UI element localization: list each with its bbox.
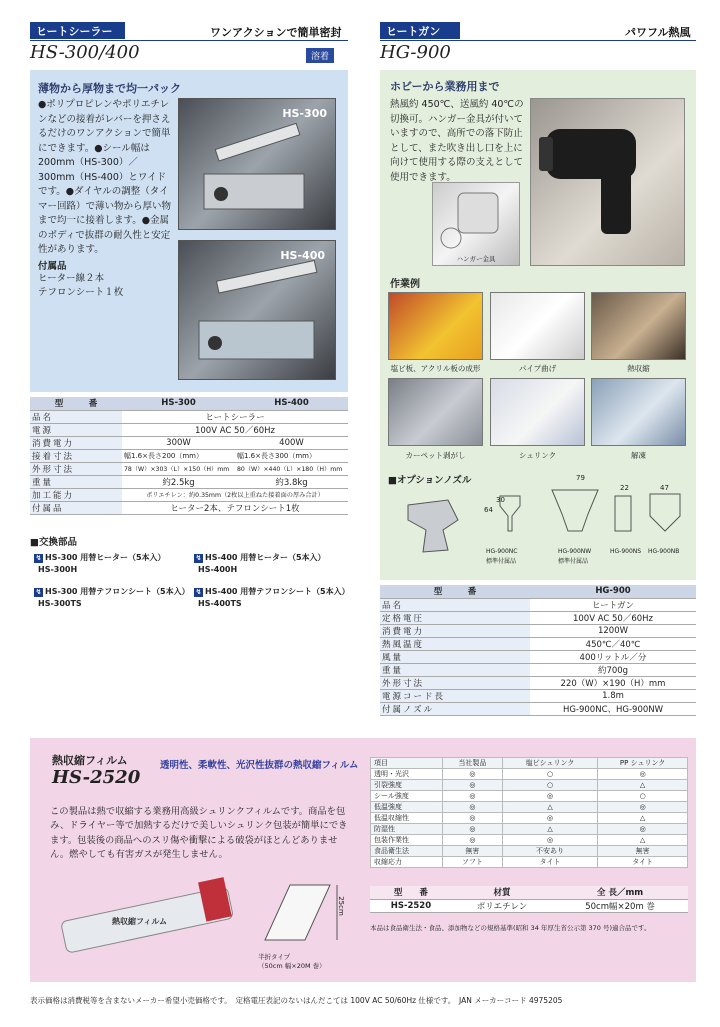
table-row [30,423,348,436]
row-value: HS-2520 [370,899,452,912]
example-caption: カーペット剥がし [405,451,466,460]
table-row [380,611,696,624]
row-label: 定格電圧 [380,611,530,624]
film-roll-photo [42,870,242,970]
table-header-cell: HS-400 [235,397,348,410]
film-note: 本品は食品衛生法・食品、添加物などの規格基準(昭和 34 年厚生省公示第 370 号)適合品です。 [370,924,651,932]
gun-subtitle: ホビーから業務用まで [390,80,500,93]
dim-label: 22 [620,484,629,492]
row-value: 幅1.6×長さ300（mm） [235,449,348,462]
fold-caption-1: 半折タイプ [258,953,291,961]
hanger-photo [432,182,520,266]
dim-label: 79 [576,474,585,482]
table-row [371,824,688,835]
part-icon: ↯ [195,554,202,562]
table-row [30,436,348,449]
fold-caption [258,953,326,971]
row-value: 78（W）×303（L）×150（H）mm [122,462,235,475]
part-code: HS-400TS [198,599,242,608]
row-label: 電源 [30,423,122,436]
row-label: 品名 [380,598,530,611]
row-value: 450℃／40℃ [530,637,696,650]
table-row [30,488,348,501]
table-row [380,663,696,676]
cell: ◎ [598,824,688,835]
table-row [380,650,696,663]
example-photo [388,292,483,360]
nozzle-photo [398,490,468,565]
part-name: HS-400 用替テフロンシート（5本入） [205,587,350,596]
table-row [380,676,696,689]
heat-sealer-large-image [179,241,337,381]
table-row [30,462,348,475]
hanger-image [433,183,521,253]
hs300-label: HS-300 [282,107,327,120]
row-label: 消費電力 [30,436,122,449]
row-value: 50cm幅×20m 巻 [552,899,688,912]
cell: ◎ [442,802,502,813]
film-description: この製品は熱で収縮する業務用高級シュリンクフィルムです。商品を包み、ドライヤー等で加熱するだけで美しいシュリンク包装が簡単にできます。包装後の商品へのスリ傷や衝撃による破袋がほとんどありません。燃やしても有害ガスが発生しません。 [50,806,348,860]
row-value: 100V AC 50／60Hz [122,423,348,436]
cell: ◎ [442,824,502,835]
nozzle-diagram [480,476,690,546]
example-caption: 熱収縮 [627,364,650,373]
row-value: 約700g [530,663,696,676]
cell: ◎ [502,813,597,824]
cell: △ [598,780,688,791]
nozzle-image [398,490,468,565]
example-caption: 解凍 [631,451,646,460]
cell: ◎ [442,769,502,780]
nozzle-title: ■オプションノズル [388,475,472,486]
dim-label: 30 [496,496,505,504]
part-code: HS-300TS [38,599,82,608]
accessory-title: 付属品 [38,261,67,272]
table-header-cell: 項目 [371,758,443,769]
row-value: 80（W）×440（L）×180（H）mm [235,462,348,475]
row-label: 風量 [380,650,530,663]
cell: 無害 [598,846,688,857]
row-value: 100V AC 50／60Hz [530,611,696,624]
table-header-cell: 型 番 [30,397,122,410]
row-label: 熱風温度 [380,637,530,650]
row-value: ポリエチレン [452,899,552,912]
row-value: 400W [235,436,348,449]
table-header-cell: 材質 [452,886,552,899]
table-header-cell: PP シュリンク [598,758,688,769]
hs400-photo [178,240,336,380]
sealer-model: HS-300/400 [30,42,140,63]
comparison-table [370,757,688,868]
table-row [380,637,696,650]
sealer-tag: ヒートシーラー [30,22,125,39]
row-value: ヒートガン [530,598,696,611]
film-catch: 透明性、柔軟性、光沢性抜群の熱収縮フィルム [160,760,359,771]
table-row [371,791,688,802]
sealer-spec-table [30,397,348,515]
nozzle-code: HG-900NB [648,548,680,555]
cell: △ [502,824,597,835]
part-icon: ↯ [35,554,42,562]
row-value: ポリエチレン：約0.35mm（2枚以上重ねた接着面の厚み合計） [122,488,348,501]
film-size-label: 25cm [336,896,345,916]
cell: タイト [598,857,688,868]
sealer-badge: 溶着 [306,48,334,63]
cell: △ [598,813,688,824]
cell: △ [502,802,597,813]
row-label: 品名 [30,410,122,423]
part-item [34,586,190,597]
dim-label: 47 [660,484,669,492]
row-label: 外形寸法 [380,676,530,689]
dim-label: 64 [484,506,493,514]
cell: 引裂強度 [371,780,443,791]
gun-tag: ヒートガン [380,22,460,39]
table-row [370,899,688,912]
gun-model: HG-900 [380,42,451,63]
part-item [34,552,166,563]
part-item [194,586,350,597]
film-roll-label: 熱収縮フィルム [112,917,168,926]
cell: ○ [502,780,597,791]
table-row [380,702,696,715]
row-value: 約2.5kg [122,475,235,488]
table-row [371,802,688,813]
gun-spec-table [380,585,696,716]
fold-film-image [255,880,345,950]
heat-gun-image [531,99,686,267]
table-row [371,857,688,868]
cell: ◎ [598,769,688,780]
table-header-cell: 型 番 [370,886,452,899]
cell: ◎ [442,780,502,791]
table-header-cell: 塩ビシュリンク [502,758,597,769]
cell: ◎ [442,813,502,824]
row-value: 1.8m [530,689,696,702]
hs400-label: HS-400 [280,249,325,262]
table-header-cell: 全 長／mm [552,886,688,899]
cell: △ [598,835,688,846]
table-row [30,410,348,423]
heat-gun-photo [530,98,685,266]
cell: 食品衛生法 [371,846,443,857]
table-row [371,835,688,846]
gun-description: 熱風約 450℃、送風約 40℃の切換可。ハンガー金具が付いていますので、高所での落下防止として、また吹き出し口を上に向けて使用する際の支えとして使用できます。 [390,99,524,183]
row-label: 重量 [30,475,122,488]
example-photo [490,378,585,446]
part-code: HS-300H [38,565,78,574]
cell: 防湿性 [371,824,443,835]
film-model: HS-2520 [52,767,141,788]
table-header-cell: HS-300 [122,397,235,410]
part-code: HS-400H [198,565,238,574]
part-item [194,552,326,563]
cell: 無害 [442,846,502,857]
table-header-cell: 型 番 [380,585,530,598]
cell: ◎ [598,802,688,813]
cell: 不安あり [502,846,597,857]
nozzle-code: HG-900NW [558,548,592,555]
nozzle-note: 標準付属品 [558,558,589,565]
row-value: 幅1.6×長さ200（mm） [122,449,235,462]
row-label: 外形寸法 [30,462,122,475]
cell: 収縮応力 [371,857,443,868]
hanger-caption: ハンガー金具 [456,255,496,263]
part-name: HS-300 用替ヒーター（5本入） [45,553,166,562]
accessory-1: ヒーター線２本 [38,273,105,284]
cell: ◎ [442,791,502,802]
table-header-row [30,397,348,410]
table-row [380,598,696,611]
row-value: ヒーター2本、テフロンシート1枚 [122,501,348,514]
example-photo [490,292,585,360]
cell: ソフト [442,857,502,868]
row-label: 付属ノズル [380,702,530,715]
gun-headline: パワフル熱風 [625,26,691,39]
example-photo [388,378,483,446]
example-caption: パイプ曲げ [518,364,557,373]
examples-title: 作業例 [390,279,420,290]
cell: ○ [598,791,688,802]
part-name: HS-400 用替ヒーター（5本入） [205,553,326,562]
cell: ◎ [502,835,597,846]
example-photo [591,292,686,360]
cell: 包装作業性 [371,835,443,846]
table-row [30,501,348,514]
row-label: 付属品 [30,501,122,514]
table-header-row [370,886,688,899]
row-label: 電源コード長 [380,689,530,702]
footer-note: 表示価格は消費税等を含まないメーカー希望小売価格です。 定格電圧表記のないはんだこては 100V AC 50/60Hz 仕様です。 JAN メーカーコード 4975205 [30,996,563,1005]
nozzle-note: 標準付属品 [486,558,517,565]
row-label: 接着寸法 [30,449,122,462]
table-row [380,624,696,637]
cell: タイト [502,857,597,868]
table-header-row [380,585,696,598]
table-row [371,780,688,791]
nozzle-code: HG-900NS [610,548,642,555]
nozzle-code: HG-900NC [486,548,518,555]
row-label: 重量 [380,663,530,676]
row-value: 220（W）×190（H）mm [530,676,696,689]
cell: シール強度 [371,791,443,802]
row-value: ヒートシーラー [122,410,348,423]
row-value: 400リットル／分 [530,650,696,663]
table-header-row [371,758,688,769]
example-caption: シュリンク [518,451,557,460]
row-value: 300W [122,436,235,449]
sealer-description: ●ポリプロピレンやポリエチレンなどの接着がレバーを押さえるだけのワンアクションで簡単にできます。●シール幅は200mm（HS-300）／300mm（HS-400）とワイドです。●ダイヤルの調整（タイマー回路）で薄い物から厚い物まで均一に接着します。●金属のボディで抜群の耐久性と安定性があります。 [38,99,172,255]
cell: ○ [502,769,597,780]
cell: 低温収縮性 [371,813,443,824]
film-title: 熱収縮フィルム [52,754,128,767]
table-row [371,769,688,780]
table-row [30,449,348,462]
table-row [371,846,688,857]
fold-caption-2: （50cm 幅×20M 巻） [258,962,326,970]
cell: 透明・光沢 [371,769,443,780]
sealer-headline: ワンアクションで簡単密封 [210,26,342,39]
part-icon: ↯ [35,588,42,596]
row-value: 1200W [530,624,696,637]
example-photo [591,378,686,446]
table-header-cell: HG-900 [530,585,696,598]
film-spec-table [370,886,688,913]
accessory-2: テフロンシート１枚 [38,287,124,298]
part-name: HS-300 用替テフロンシート（5本入） [45,587,190,596]
table-row [30,475,348,488]
table-row [371,813,688,824]
part-icon: ↯ [195,588,202,596]
fold-diagram [255,880,345,950]
sealer-subtitle: 薄物から厚物まで均一パック [38,82,181,95]
row-label: 加工能力 [30,488,122,501]
example-caption: 塩ビ板、アクリル板の成形 [390,364,481,373]
cell: ◎ [442,835,502,846]
row-label: 消費電力 [380,624,530,637]
parts-title: ■交換部品 [30,537,77,548]
cell: 低温強度 [371,802,443,813]
row-value: HG-900NC、HG-900NW [530,702,696,715]
cell: ◎ [502,791,597,802]
row-value: 約3.8kg [235,475,348,488]
table-header-cell: 当社製品 [442,758,502,769]
table-row [380,689,696,702]
hs300-photo [178,98,336,230]
